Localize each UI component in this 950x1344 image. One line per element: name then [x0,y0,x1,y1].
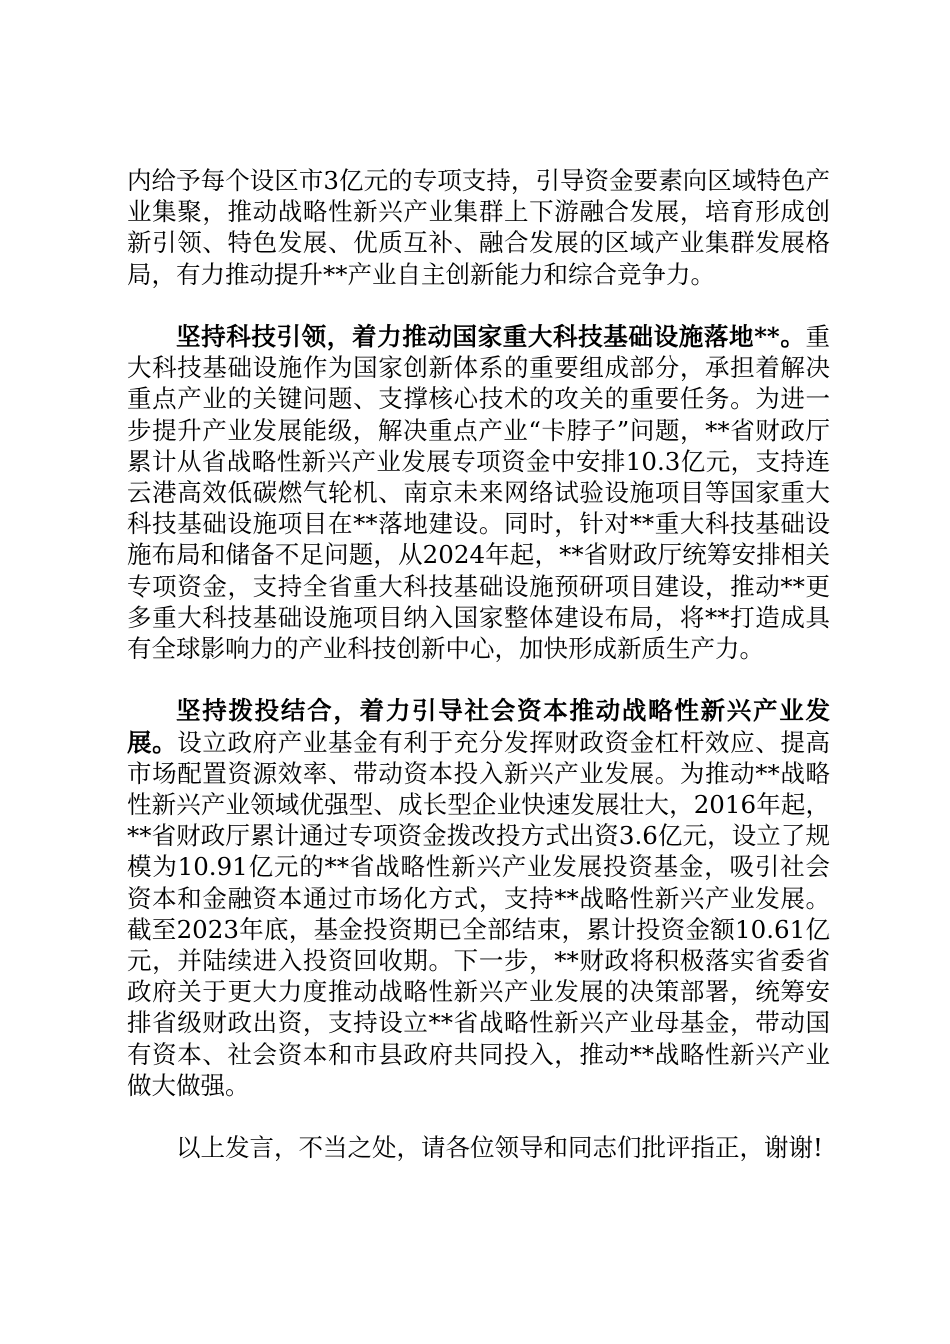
paragraph-text: 以上发言，不当之处，请各位领导和同志们批评指正，谢谢! [176,1133,823,1163]
paragraph-text: 重大科技基础设施作为国家创新体系的重要组成部分，承担着解决重点产业的关键问题、支撑核心技术的攻关的重要任务。为进一步提升产业发展能级，解决重点产业“卡脖子”问题，**省财政厅累计从省战略性新兴产业发展专项资金中安排10.3亿元，支持连云港高效低碳燃气轮机、南京未来网络试验设施项目等国家重大科技基础设施项目在**落地建设。同时，针对**重大科技基础设施布局和储备不足问题，从2024年起，**省财政厅统筹安排相关专项资金，支持全省重大科技基础设施预研项目建设，推动**更多重大科技基础设施项目纳入国家整体建设布局，将**打造成具有全球影响力的产业科技创新中心，加快形成新质生产力。 [127,322,830,664]
paragraph-gap [127,290,830,321]
paragraph-tech-leadership [127,321,830,664]
paragraph-fund-investment [127,695,830,1101]
paragraph-closing [127,1132,830,1163]
document-body [127,165,830,1163]
paragraph-lead-heading: 坚持拨投结合，着力引导社会资本推动战略性新兴产业发展。 [127,696,830,757]
paragraph-gap [127,1101,830,1132]
paragraph-text: 内给予每个设区市3亿元的专项支持，引导资金要素向区域特色产业集聚，推动战略性新兴产业集群上下游融合发展，培育形成创新引领、特色发展、优质互补、融合发展的区域产业集群发展格局，有力推动提升**产业自主创新能力和综合竞争力。 [127,166,830,289]
paragraph-lead-heading: 坚持科技引领，着力推动国家重大科技基础设施落地**。 [176,322,806,351]
paragraph-gap [127,664,830,695]
paragraph-text: 设立政府产业基金有利于充分发挥财政资金杠杆效应、提高市场配置资源效率、带动资本投入新兴产业发展。为推动**战略性新兴产业领域优强型、成长型企业快速发展壮大，2016年起，**省财政厅累计通过专项资金拨改投方式出资3.6亿元，设立了规模为10.91亿元的**省战略性新兴产业发展投资基金，吸引社会资本和金融资本通过市场化方式，支持**战略性新兴产业发展。截至2023年底，基金投资期已全部结束，累计投资金额10.61亿元，并陆续进入投资回收期。下一步，**财政将积极落实省委省政府关于更大力度推动战略性新兴产业发展的决策部署，统筹安排省级财政出资，支持设立**省战略性新兴产业母基金，带动国有资本、社会资本和市县政府共同投入，推动**战略性新兴产业做大做强。 [127,727,831,1100]
paragraph-continuation [127,165,830,290]
